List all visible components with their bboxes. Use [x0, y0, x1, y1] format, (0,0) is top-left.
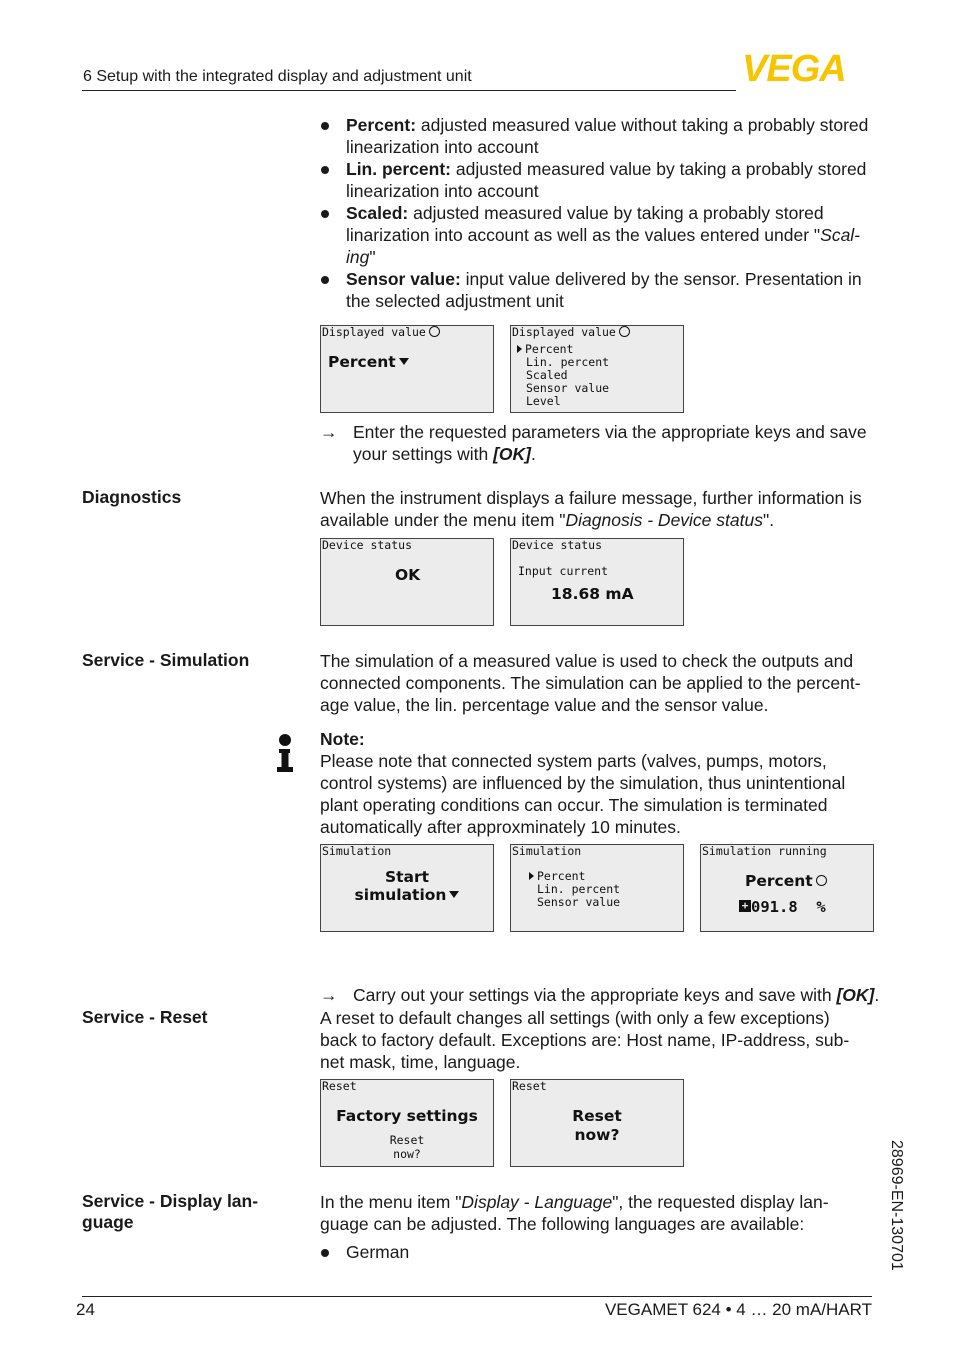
reset-heading: Service - Reset: [82, 1007, 208, 1027]
screen-value: + 091.8 %: [739, 898, 826, 916]
menu-option: Scaled: [526, 368, 568, 382]
footer-divider: [82, 1296, 872, 1297]
language-list: [320, 1241, 860, 1263]
screen-title: Device status: [322, 538, 413, 552]
instruction-ok: → Enter the requested parameters via the appropriate keys and save your settings with [OK].: [320, 422, 867, 464]
cursor-arrow-icon: [517, 345, 522, 353]
cursor-arrow-icon: [529, 872, 534, 880]
display-screen-displayed-value-menu: [510, 325, 684, 413]
screen-line: simulation: [321, 886, 493, 904]
screen-title: Reset: [322, 1079, 357, 1093]
note-text: Please note that connected system parts (valves, pumps, motors, control systems) are influenced by the simulation, thus unintentional plant operating conditions can occur. The simulation is terminated automatically after approxminately 10 minutes.: [320, 751, 846, 837]
screen-value: Factory settings: [336, 1107, 478, 1125]
arrow-icon: →: [320, 985, 338, 1005]
language-text: In the menu item "Display - Language", the requested display lan-guage can be adjusted. The following languages are available:: [320, 1192, 829, 1234]
screen-label: Percent: [745, 872, 827, 890]
info-note-icon: [276, 734, 294, 774]
logo-text: VEGA: [742, 52, 846, 84]
dropdown-arrow-icon: [449, 891, 459, 898]
screen-value: OK: [395, 566, 421, 584]
menu-option: Lin. percent: [526, 355, 610, 369]
screen-title: Simulation running: [702, 844, 827, 858]
display-screen-factory-settings: [320, 1079, 494, 1167]
screen-title: Reset: [512, 1079, 547, 1093]
screen-line: Reset: [572, 1107, 622, 1125]
menu-option: Lin. percent: [537, 882, 621, 896]
menu-option: Percent: [529, 870, 585, 883]
plus-sign-icon: +: [739, 900, 751, 912]
screen-title: Simulation: [322, 844, 392, 858]
dropdown-arrow-icon: [399, 358, 409, 365]
menu-option: Level: [526, 394, 561, 408]
product-name: VEGAMET 624 • 4 … 20 mA/HART: [604, 1300, 872, 1319]
list-item: Scaled: adjusted measured value by taking a probably stored linarization into account as well as the values entered under "Scal-ing": [320, 202, 880, 268]
display-screen-simulation-menu: [510, 844, 684, 932]
screen-line: now?: [393, 1147, 421, 1161]
list-item: Sensor value: input value delivered by the sensor. Presentation in the selected adjustment unit: [320, 268, 880, 312]
display-screen-displayed-value: [320, 325, 494, 413]
menu-option: Sensor value: [526, 381, 610, 395]
info-icon: [816, 875, 827, 886]
info-icon: [619, 326, 630, 337]
simulation-heading: Service - Simulation: [82, 650, 250, 670]
list-item: Lin. percent: adjusted measured value by taking a probably stored linearization into account: [320, 158, 880, 202]
diagnostics-heading: Diagnostics: [82, 487, 182, 507]
menu-option: Percent: [517, 343, 573, 356]
screen-line: Start: [384, 868, 430, 886]
document-code: 28969-EN-130701: [888, 1140, 905, 1271]
list-item: German: [320, 1241, 860, 1263]
reset-text: A reset to default changes all settings (with only a few exceptions) back to factory default. Exceptions are: Host name, IP-address, sub-net mask, time, language.: [320, 1008, 850, 1072]
section-title: 6 Setup with the integrated display and adjustment unit: [83, 68, 472, 85]
screen-title: Displayed value: [512, 326, 630, 339]
language-heading: Service - Display lan-guage: [82, 1191, 259, 1232]
displayed-value-list: [320, 114, 880, 312]
display-screen-input-current: [510, 538, 684, 626]
simulation-text: The simulation of a measured value is used to check the outputs and connected components. The simulation can be applied to the percent-age value, the lin. percentage value and the sensor value.: [320, 651, 861, 715]
screen-value: 18.68 mA: [551, 585, 634, 603]
screen-value: Percent: [328, 353, 409, 371]
note-title: Note:: [320, 729, 365, 749]
menu-option: Sensor value: [537, 895, 621, 909]
display-screen-reset-now: [510, 1079, 684, 1167]
screen-title: Displayed value: [322, 326, 440, 339]
arrow-icon: →: [320, 422, 338, 442]
display-screen-device-status: [320, 538, 494, 626]
info-icon: [429, 326, 440, 337]
page-number: 24: [76, 1300, 95, 1319]
screen-line: now?: [574, 1126, 620, 1144]
screen-title: Device status: [512, 538, 603, 552]
instruction-ok-simulation: → Carry out your settings via the appropriate keys and save with [OK].: [320, 985, 880, 1005]
screen-line: Reset: [389, 1133, 425, 1147]
screen-label: Input current: [518, 564, 609, 578]
diagnostics-text: When the instrument displays a failure message, further information is available under the menu item "Diagnosis - Device status".: [320, 488, 862, 530]
vega-logo: [742, 52, 872, 84]
header-divider: [82, 90, 736, 91]
note-block: [320, 728, 880, 838]
display-screen-start-simulation: [320, 844, 494, 932]
screen-title: Simulation: [512, 844, 582, 858]
display-screen-simulation-running: [700, 844, 874, 932]
list-item: Percent: adjusted measured value without taking a probably stored linearization into account: [320, 114, 880, 158]
